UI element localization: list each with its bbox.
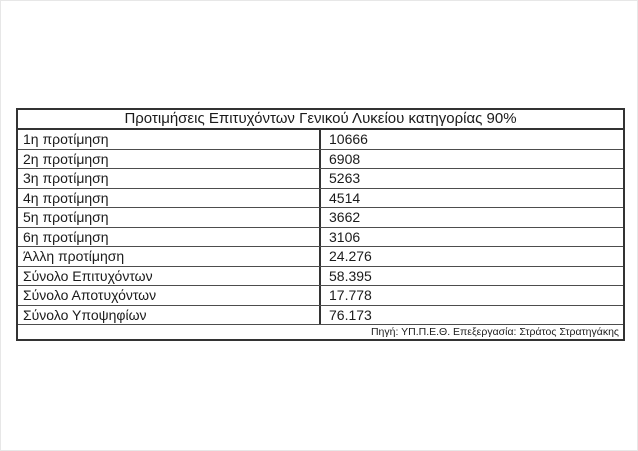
- table-title: Προτιμήσεις Επιτυχόντων Γενικού Λυκείου κατηγορίας 90%: [18, 110, 623, 130]
- row-label: 4η προτίμηση: [23, 189, 109, 206]
- row-label: 1η προτίμηση: [23, 131, 109, 148]
- row-label: Σύνολο Υποψηφίων: [23, 306, 147, 323]
- row-value: 3106: [319, 228, 623, 247]
- table-row: [18, 189, 623, 209]
- table-row: [18, 306, 623, 326]
- row-value: 10666: [319, 130, 623, 149]
- row-label: 3η προτίμηση: [23, 170, 109, 187]
- table-row: [18, 286, 623, 306]
- table-row: [18, 130, 623, 150]
- row-label: 6η προτίμηση: [23, 228, 109, 245]
- row-label: 2η προτίμηση: [23, 150, 109, 167]
- row-label: Σύνολο Επιτυχόντων: [23, 267, 153, 284]
- row-label: Σύνολο Αποτυχόντων: [23, 287, 157, 304]
- table-row: [18, 228, 623, 248]
- row-value: 58.395: [319, 267, 623, 286]
- row-label: Άλλη προτίμηση: [23, 248, 125, 265]
- row-value: 24.276: [319, 247, 623, 266]
- table-row: [18, 247, 623, 267]
- row-value: 4514: [319, 189, 623, 208]
- row-value: 17.778: [319, 286, 623, 305]
- preferences-table: [16, 108, 625, 341]
- table-row: [18, 169, 623, 189]
- row-value: 76.173: [319, 306, 623, 325]
- row-value: 3662: [319, 208, 623, 227]
- table-row: [18, 150, 623, 170]
- row-label: 5η προτίμηση: [23, 209, 109, 226]
- table-row: [18, 267, 623, 287]
- source-note: Πηγή: ΥΠ.Π.Ε.Θ. Επεξεργασία: Στράτος Στρατηγάκης: [370, 326, 619, 338]
- table-row: [18, 208, 623, 228]
- row-value: 5263: [319, 169, 623, 188]
- row-value: 6908: [319, 150, 623, 169]
